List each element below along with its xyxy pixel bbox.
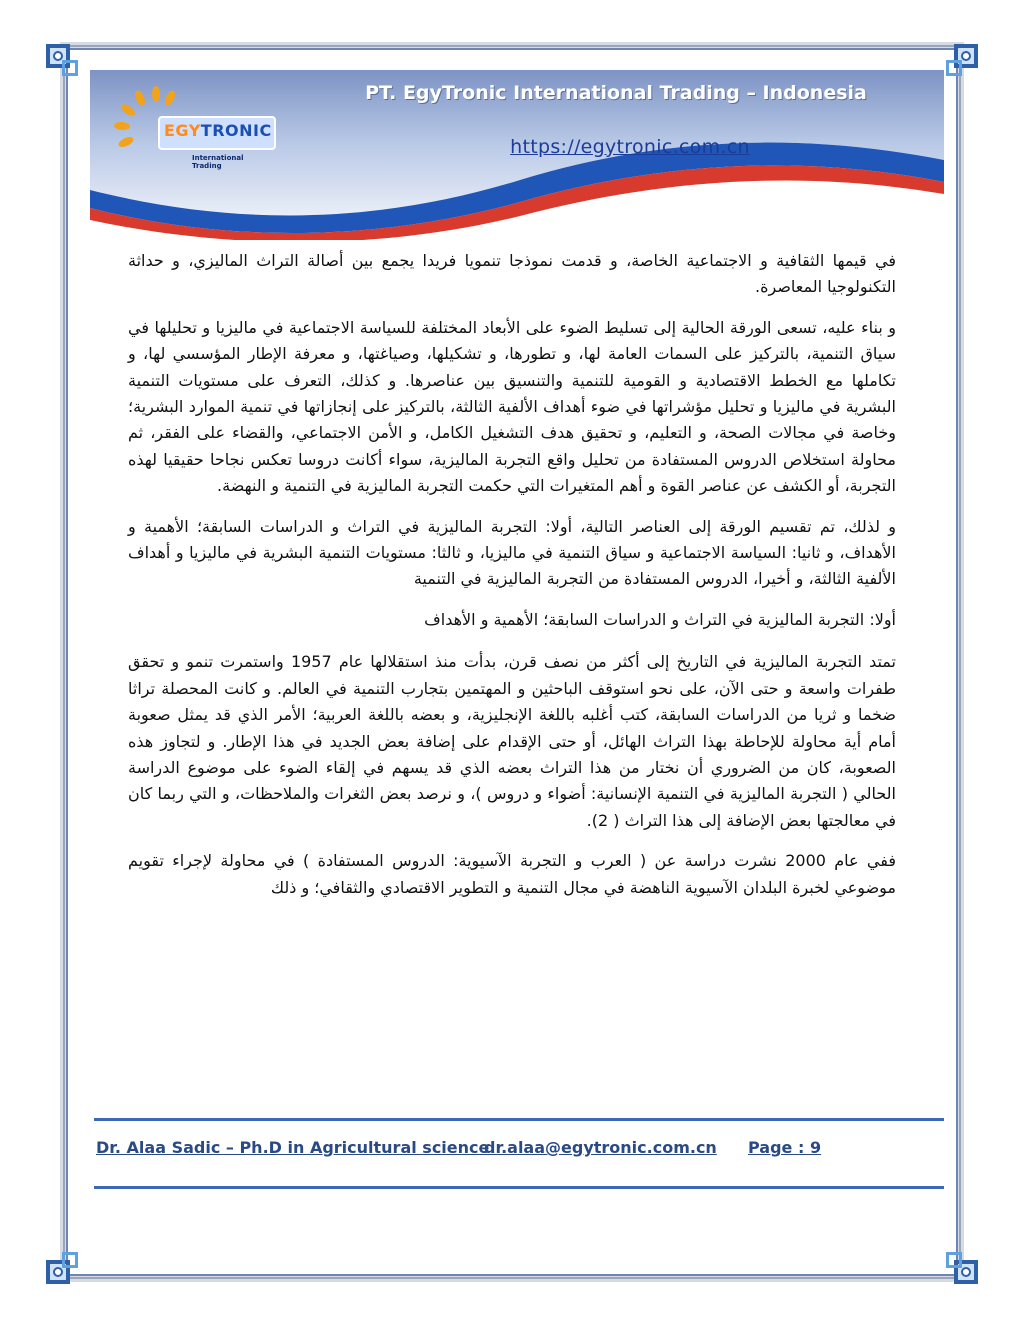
footer-page-number: Page : 9 — [748, 1138, 822, 1157]
website-link[interactable]: https://egytronic.com.cn — [510, 136, 750, 158]
footer-email-link[interactable]: dr.alaa@egytronic.com.cn — [484, 1138, 717, 1157]
paragraph: و بناء عليه، تسعى الورقة الحالية إلى تسليط الضوء على الأبعاد المختلفة للسياسة الاجتماعية في ماليزيا و تحليلها في سياق التنمية، بالتركيز على السمات العامة لها، و تطورها، و تشكيلها، وصياغتها، و معرفة الإطار المؤسسي لها، و تكاملها مع الخطط الاقتصادية و القومية للتنمية والتنسيق بين عناصرها. و كذلك، التعرف على مستويات التنمية البشرية في ماليزيا و تحليل مؤشراتها في ضوء أهداف الألفية الثالثة، بالتركيز على إنجازاتها في تنمية الموارد البشرية؛ وخاصة في مجالات الصحة، و التعليم، و تحقيق هدف التشغيل الكامل، و الأمن الاجتماعي، والقضاء على الفقر، ثم محاولة استخلاص الدروس المستفادة من تحليل واقع التجربة الماليزية، سواء أكانت دروسا تعكس نجاحا حقيقيا لهذه التجربة، أو الكشف عن عناصر القوة و أهم المتغيرات التي حكمت التجربة الماليزية في التنمية و النهضة. — [128, 317, 896, 496]
corner-ornament-top-left — [40, 38, 80, 78]
logo-wordmark: EGYTRONIC — [164, 121, 272, 140]
corner-ornament-top-right — [944, 38, 984, 78]
paragraph: ففي عام 2000 نشرت دراسة عن ( العرب و التجربة الآسيوية: الدروس المستفادة ) في محاولة لإجراء تقويم موضوعي لخبرة البلدان الآسيوية الناهضة في مجال التنمية و التطوير الاقتصادي والثقافي؛ و ذلك — [128, 851, 897, 897]
footer-rule-bottom — [94, 1186, 944, 1189]
company-name: PT. EgyTronic International Trading – Indonesia — [365, 82, 867, 104]
logo-tagline: International Trading — [192, 154, 244, 170]
paragraph: و لذلك، تم تقسيم الورقة إلى العناصر التالية، أولا: التجربة الماليزية في التراث و الدراسات السابقة؛ الأهمية و الأهداف، و ثانيا: السياسة الاجتماعية و سياق التنمية في ماليزيا، و ثالثا: مستويات التنمية البشرية في ماليزيا و أهداف الألفية الثالثة، و أخيرا، الدروس المستفادة من التجربة الماليزية في التنمية — [128, 516, 896, 589]
egytronic-logo — [114, 84, 274, 179]
section-heading: أولا: التجربة الماليزية في التراث و الدراسات السابقة؛ الأهمية و الأهداف — [424, 609, 896, 629]
letterhead — [90, 70, 944, 240]
corner-ornament-bottom-left — [40, 1250, 80, 1290]
footer-author: Dr. Alaa Sadic – Ph.D in Agricultural science — [96, 1138, 490, 1157]
footer-rule-top — [94, 1118, 944, 1121]
corner-ornament-bottom-right — [944, 1250, 984, 1290]
paragraph: تمتد التجربة الماليزية في التاريخ إلى أكثر من نصف قرن، بدأت منذ استقلالها عام 1957 واستمرت تنمو و تحقق طفرات واسعة و حتى الآن، على نحو استوقف الباحثين و المهتمين بتجارب التنمية في العالم. و كانت المحصلة تراثا ضخما و ثريا من الدراسات السابقة، كتب أغلبه باللغة الإنجليزية، و بعضه باللغة العربية؛ الأمر الذي قد يمثل صعوبة أمام أية محاولة للإحاطة بهذا التراث الهائل، أو حتى الإقدام على إضافة بعض الجديد في هذا الإطار. و لتجاوز هذه الصعوبة، كان من الضروري أن نختار من هذا التراث بعضه الذي قد يسهم في إلقاء الضوء على موضوع الدراسة الحالي ( التجربة الماليزية في التنمية الإنسانية: أضواء و دروس )، و نرصد بعض الثغرات والملاحظات، و التي ربما كان في معالجتها بعض الإضافة إلى هذا التراث ( 2). — [128, 652, 897, 830]
document-body — [128, 248, 896, 915]
paragraph: في قيمها الثقافية و الاجتماعية الخاصة، و قدمت نموذجا تنمويا فريدا يجمع بين أصالة التراث الماليزي، و حداثة التكنولوجيا المعاصرة. — [128, 251, 896, 297]
